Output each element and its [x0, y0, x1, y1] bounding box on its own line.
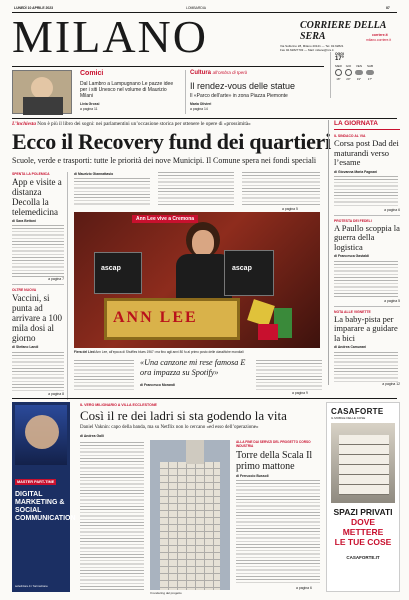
issue-date: LUNEDÌ 10 APRILE 2023 — [14, 6, 54, 10]
weather-day: SAB 17° — [366, 64, 373, 82]
photo-page: a pagina 9 — [292, 391, 308, 395]
contact-2[interactable]: milano.corriere.it — [366, 38, 392, 42]
photo-banner: Ann Lee vive a Cremona — [132, 215, 198, 223]
gold-frame — [104, 298, 240, 340]
ad-footer[interactable]: sole24ore.it / formazione — [15, 584, 48, 588]
story2-title[interactable]: Torre della Scala Il primo mattone — [236, 450, 313, 472]
teaser-author-cultura: Maria Olivieri — [190, 102, 212, 106]
ad-title: DIGITAL MARKETING & SOCIAL COMMUNICATION — [15, 491, 76, 522]
section-name: LOMBARDIA — [186, 6, 206, 10]
weather-box — [330, 52, 398, 98]
left-column — [12, 172, 68, 400]
address-line-2: Fax 02.62827703 — Mail: milano@rcs.it — [280, 48, 334, 52]
bottom-page: a pagina 6 — [296, 586, 312, 590]
teaser-author-comici: Livia Grossi — [80, 102, 100, 106]
ad-badge: MASTER PART-TIME — [17, 480, 55, 484]
left-item-title[interactable]: App e visite a distanza Decolla la telemedicina — [12, 177, 62, 217]
award-plaque-left — [94, 252, 142, 294]
cloud-icon — [366, 70, 374, 75]
main-subhead: Scuole, verde e trasporti: tutte le priorità dei nove Municipi. Il Comune spera nei fondi speciali — [12, 156, 317, 165]
photo-author: di Francesco Morandi — [140, 383, 176, 387]
paper-name: CORRIERE DELLA SERA — [300, 20, 386, 42]
ad-master[interactable] — [12, 402, 76, 592]
right-item[interactable]: PROTESTA DEI FEDELI A Paullo scoppia la guerra della logistica di Francesca Gastaldi a pagina 5 — [334, 218, 400, 303]
photo-plaque-name: ANN LEE — [113, 309, 198, 326]
bottom-kicker: IL VERO MILIONARIO A VILLA ECCLESTONE — [80, 403, 157, 407]
right-column — [328, 120, 400, 385]
bottom-author: di Andrea Galli — [80, 434, 104, 438]
masthead: MILANO — [12, 11, 208, 62]
right-column-title: LA GIORNATA — [334, 120, 400, 130]
ad-url[interactable]: CASAFORTE.IT — [346, 555, 380, 560]
story2-author: di Ferruccio Bussoli — [236, 474, 269, 478]
award-brand-2: ascap — [232, 265, 252, 272]
left-item[interactable]: SPENTA LA POLEMICA App e visite a distanza Decolla la telemedicina di Sara Bettoni a pagina 7 — [12, 172, 64, 282]
building-caption: Il rendering del progetto — [150, 591, 182, 595]
pull-quote[interactable]: «Una canzone mi rese famosa E ora impazza su Spotify» — [140, 358, 246, 377]
photo-caption: Fiera del Lied Ann Lee, all’epoca di Shuffles blues 1967: ma fino agli anni 80 fu al primo posto delle classifiche mondiali — [74, 350, 244, 354]
sun-icon — [345, 69, 352, 76]
ad-photo — [331, 423, 395, 503]
main-photo — [74, 212, 320, 348]
ad-line-3: LE TUE COSE — [334, 537, 392, 547]
weather-today-label: OGGI — [335, 52, 344, 56]
left-item[interactable]: OLTRE NUOVA Vaccini, si punta ad arrivare a 100 mila dosi al giorno di Stefano Landi a pagina 8 — [12, 288, 64, 396]
teaser-subtitle-cultura: Il «Parco dell’arte» in zona Piazza Piemonte — [190, 93, 288, 99]
teaser-title-cultura[interactable]: Il rendez-vous delle statue — [190, 81, 296, 91]
address-line-1: Via Solferino 28, Milano 20121 — Tel. 02.62821 — [280, 44, 344, 48]
contact-1[interactable]: corriere.it — [372, 33, 388, 37]
teaser-kicker-comici: Comici — [80, 70, 104, 77]
weather-day: GIO 20° — [345, 64, 352, 82]
right-item-title[interactable]: A Paullo scoppia la guerra della logistica — [334, 222, 400, 252]
teaser-page-comici: a pagina 11 — [80, 107, 98, 111]
main-headline[interactable]: Ecco il Recovery fund dei quartieri — [12, 129, 331, 154]
ad-casaforte[interactable] — [326, 402, 400, 592]
award-brand: ascap — [101, 265, 121, 272]
page-number: II7 — [386, 6, 390, 10]
bottom-headline[interactable]: Così il re dei ladri si sta godendo la vita — [80, 408, 287, 423]
building-photo — [150, 440, 230, 590]
award-plaque-right — [224, 250, 274, 296]
teaser-page-cultura: a pagina 14 — [190, 107, 208, 111]
main-continue: a pagina 5 — [282, 207, 298, 211]
sun-icon — [335, 69, 342, 76]
weather-day: MER 18° — [335, 64, 342, 82]
ad-line-1: SPAZI PRIVATI — [333, 507, 393, 517]
teaser-photo-comici — [12, 70, 72, 114]
right-item[interactable]: IL SINDACO AL VIA Corsa post Dad dei maturandi verso l’esame di Giovanna Maria Fagnani a pagina 6 — [334, 134, 400, 212]
teaser-title-comici[interactable]: Dal Lambro a Lampugnano Le pazze idee per i siti Unesco nel volume di Maurizio Milani — [80, 81, 174, 99]
right-item[interactable]: NOTA ALLE VIGNETTE La baby-pista per imparare a guidare la bici di Andrea Camurani a pagina 12 — [334, 309, 400, 386]
ad-brand-sub: IL MOBILE DELLE COSE — [331, 416, 366, 420]
ad-brand: CASAFORTE — [331, 407, 384, 416]
weather-today-temp: 17° — [335, 56, 345, 63]
right-item-title[interactable]: La baby-pista per imparare a guidare la bici — [334, 313, 398, 343]
left-item-title[interactable]: Vaccini, si punta ad arrivare a 100 mila dosi al giorno — [12, 293, 62, 344]
ad-line-2: DOVE METTERE — [342, 517, 384, 537]
cloud-icon — [355, 70, 363, 75]
right-item-title[interactable]: Corsa post Dad dei maturandi verso l’esame — [334, 138, 399, 167]
bottom-subhead: Daniel Vaknin: capo della banda, ma su Netflix non lo cercano «ed esso dell’operazione» — [80, 425, 259, 430]
main-byline: di Maurizio Giannattasio — [74, 172, 114, 176]
story2-kicker: ALLA FINE DAI SERVIZI DEL PROGETTO CORSO INDUSTRIA — [236, 440, 311, 448]
main-kicker-line: L’inchiesta Non è più il libro dei sogni: nei parlamentini un’occasione storica per ottenere le opere di «prossimità» — [12, 121, 251, 127]
weather-day: VEN 19° — [355, 64, 363, 82]
teaser-kicker-cultura: Cultura all’ombra di Iperò — [190, 70, 248, 76]
